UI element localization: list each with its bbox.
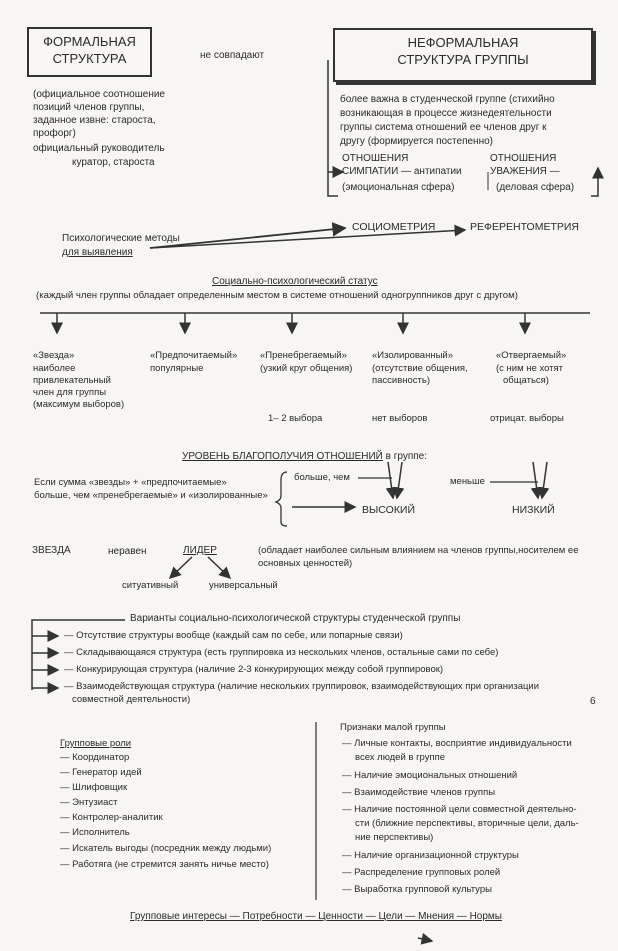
formal-desc-4: профорг)	[33, 128, 76, 139]
sympathy-sphere: (эмоциональная сфера)	[342, 182, 455, 193]
formal-title-line1: ФОРМАЛЬНАЯ	[43, 34, 136, 49]
formal-desc-1: (официальное соотношение	[33, 89, 165, 100]
mismatch-label: не совпадают	[200, 50, 265, 61]
category-isolated-choices: нет выборов	[372, 413, 428, 424]
arrow-respect	[591, 168, 598, 196]
methods-label-1: Психологические методы	[62, 233, 180, 244]
wellbeing-high: ВЫСОКИЙ	[362, 504, 416, 516]
respect-line2: УВАЖЕНИЯ —	[490, 166, 560, 177]
category-star-desc-3: член для группы	[33, 387, 107, 398]
wellbeing-title-suffix: в группе:	[385, 451, 427, 462]
role-item-3: — Шлифовщик	[60, 782, 128, 793]
category-star-desc-2: привлекательный	[33, 375, 111, 386]
sympathy-line1: ОТНОШЕНИЯ	[342, 153, 409, 164]
variant-item-2: — Складывающаяся структура (есть группировка из нескольких членов, остальные сами по себе)	[64, 647, 499, 658]
status-subtitle: (каждый член группы обладает определенным местом в системе отношений одногруппников друг с другом)	[36, 290, 518, 301]
leader-universal: универсальный	[209, 580, 278, 591]
category-neglected-name: «Пренебрегаемый»	[260, 350, 347, 361]
sign-item-6: — Распределение групповых ролей	[342, 867, 501, 878]
role-item-6: — Исполнитель	[60, 827, 130, 838]
role-item-8: — Работяга (не стремится занять ничье место)	[60, 859, 269, 870]
signs-title: Признаки малой группы	[340, 722, 446, 733]
referentometry-label: РЕФЕРЕНТОМЕТРИЯ	[470, 221, 579, 233]
category-neglected-choices: 1– 2 выбора	[268, 413, 323, 424]
page-number: 6	[590, 696, 596, 707]
sign-item-1-cont: всех людей в группе	[355, 752, 446, 763]
category-preferred-desc: популярные	[150, 363, 204, 374]
category-rejected-desc-2: общаться)	[503, 375, 549, 386]
wellbeing-less: меньше	[450, 476, 485, 487]
variant-item-4: — Взаимодействующая структура (наличие нескольких группировок, взаимодействующих при организации	[64, 681, 540, 692]
sign-item-4: — Наличие постоянной цели совместной деятельно-	[342, 804, 577, 815]
category-isolated-name: «Изолированный»	[372, 350, 453, 361]
category-star-desc-1: наиболее	[33, 363, 76, 374]
role-item-1: — Координатор	[60, 752, 130, 763]
respect-line1: ОТНОШЕНИЯ	[490, 153, 557, 164]
category-preferred-name: «Предпочитаемый»	[150, 350, 238, 361]
formal-desc-6: куратор, староста	[72, 157, 155, 168]
leader-desc-1: (обладает наиболее сильным влиянием на членов группы,носителем ее	[258, 545, 579, 556]
informal-title-line2: СТРУКТУРА ГРУППЫ	[397, 52, 529, 67]
role-item-5: — Контролер-аналитик	[60, 812, 163, 823]
sympathy-line2: СИМПАТИИ — антипатии	[342, 166, 462, 177]
category-star-name: «Звезда»	[33, 350, 75, 361]
role-item-7: — Искатель выгоды (посредник между людьми)	[60, 843, 272, 854]
sign-item-7: — Выработка групповой культуры	[342, 884, 492, 895]
formal-title-line2: СТРУКТУРА	[52, 51, 127, 66]
category-neglected-desc: (узкий круг общения)	[260, 363, 353, 374]
roles-title: Групповые роли	[60, 738, 132, 749]
variant-item-1: — Отсутствие структуры вообще (каждый сам по себе, или попарные связи)	[64, 630, 403, 641]
wellbeing-condition-1: Если сумма «звезды» + «предпочитаемые»	[34, 477, 227, 488]
formal-structure-box	[27, 27, 152, 77]
wellbeing-more: больше, чем	[294, 472, 350, 483]
role-item-4: — Энтузиаст	[60, 797, 118, 808]
variants-title: Варианты социально-психологической структуры студенческой группы	[130, 613, 461, 624]
formal-desc-2: позиций членов группы,	[33, 102, 145, 113]
category-star-desc-4: (максимум выборов)	[33, 399, 125, 410]
sign-item-5: — Наличие организационной структуры	[342, 850, 519, 861]
leader-desc-2: основных ценностей)	[258, 558, 353, 569]
leader-title: ЛИДЕР	[183, 545, 217, 556]
category-isolated-desc-2: пассивность)	[372, 375, 431, 386]
leader-star: ЗВЕЗДА	[32, 545, 71, 556]
informal-title-line1: НЕФОРМАЛЬНАЯ	[407, 35, 519, 50]
wellbeing-low: НИЗКИЙ	[512, 504, 555, 516]
category-rejected-choices: отрицат. выборы	[490, 413, 564, 424]
wellbeing-title-main: УРОВЕНЬ БЛАГОПОЛУЧИЯ ОТНОШЕНИЙ	[182, 451, 383, 462]
sign-item-4-cont1: сти (ближние перспективы, вторичные цели, даль-	[355, 818, 579, 829]
variant-item-4-cont: совместной деятельности)	[72, 694, 191, 705]
informal-desc-2: возникающая в процессе жизнедеятельности	[340, 108, 552, 119]
footer-chain: Групповые интересы — Потребности — Ценности — Цели — Мнения — Нормы	[130, 911, 502, 922]
respect-sphere: (деловая сфера)	[496, 182, 575, 193]
formal-desc-5: официальный руководитель	[33, 143, 165, 154]
methods-label-2: для выявления	[62, 247, 133, 258]
informal-desc-1: более важна в студенческой группе (стихийно	[340, 94, 555, 105]
sign-item-2: — Наличие эмоциональных отношений	[342, 770, 518, 781]
informal-desc-3: группы система отношений ее членов друг к	[340, 122, 547, 133]
leader-situational: ситуативный	[122, 580, 179, 591]
role-item-2: — Генератор идей	[60, 767, 142, 778]
formal-desc-3: заданное извне: староста,	[33, 115, 156, 126]
category-isolated-desc-1: (отсутствие общения,	[372, 363, 468, 374]
status-title: Социально-психологический статус	[212, 276, 378, 287]
sociometry-label: СОЦИОМЕТРИЯ	[352, 221, 436, 233]
informal-desc-4: другу (формируется постепенно)	[340, 136, 493, 147]
sign-item-4-cont2: ние перспективы)	[355, 832, 434, 843]
informal-structure-box	[333, 28, 593, 82]
category-rejected-desc-1: (с ним не хотят	[496, 363, 564, 374]
condition-brace	[276, 472, 287, 526]
variant-item-3: — Конкурирующая структура (наличие 2-3 конкурирующих между собой группировок)	[64, 664, 444, 675]
sign-item-3: — Взаимодействие членов группы	[342, 787, 496, 798]
category-rejected-name: «Отвергаемый»	[496, 350, 567, 361]
wellbeing-title	[182, 450, 427, 463]
leader-not-equal: неравен	[108, 546, 147, 557]
wellbeing-condition-2: больше, чем «пренебрегаемые» и «изолированные»	[34, 490, 268, 501]
sign-item-1: — Личные контакты, восприятие индивидуальности	[342, 738, 572, 749]
